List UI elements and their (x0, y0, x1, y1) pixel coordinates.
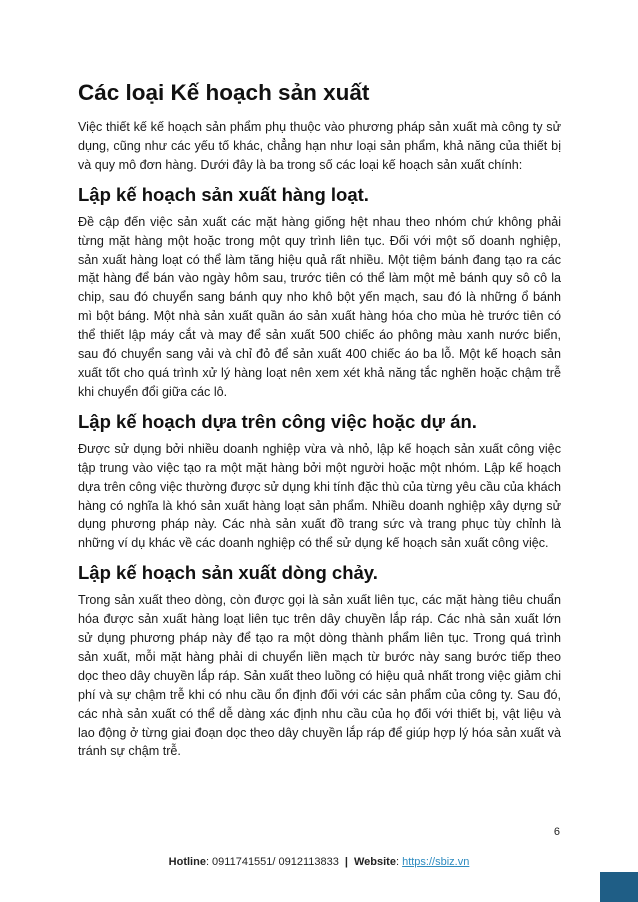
section-heading-job: Lập kế hoạch dựa trên công việc hoặc dự án. (78, 410, 477, 432)
website-colon: : (395, 856, 403, 868)
section-body-flow: Trong sản xuất theo dòng, còn được gọi là sản xuất liên tục, các mặt hàng tiêu chuẩn hóa được sản xuất hàng loạt liên tục trên dây chuyền lắp ráp. Các nhà sản xuất lớn sử dụng phương pháp này để tạo ra một dòng thành phẩm liên tục. Trong quá trình sản xuất, mỗi mặt hàng phải di chuyển liền mạch từ bước này sang bước tiếp theo dọc theo dây chuyền lắp ráp. Sản xuất theo luồng có hiệu quả nhất trong việc giảm chi phí và sự chậm trễ khi có nhu cầu ổn định đối với các sản phẩm của công ty. Sau đó, các nhà sản xuất có thể dễ dàng xác định nhu cầu của họ đối với thiết bị, vật liệu và lao động ở từng giai đoạn dọc theo dây chuyền lắp ráp để giúp hợp lý hóa sản xuất và tránh sự chậm trễ. (78, 593, 561, 759)
section-heading-batch: Lập kế hoạch sản xuất hàng loạt. (78, 183, 369, 205)
page-content (78, 78, 561, 761)
section-body-batch: Đề cập đến việc sản xuất các mặt hàng giống hệt nhau theo nhóm chứ không phải từng mặt hàng một hoặc trong một quy trình liên tục. Đối với một số doanh nghiệp, sản xuất hàng loạt có thể làm tăng hiệu quả rất nhiều. Một tiệm bánh đang tạo ra các mặt hàng để bán vào ngày hôm sau, trước tiên có thể làm một mẻ bánh quy sô cô la chip, sau đó chuyển sang bánh quy nho khô bột yến mạch, sau đó là những ổ bánh mì bột báng. Một nhà sản xuất quần áo sản xuất hàng hóa cho mùa hè trước tiên có thể thiết lập máy cắt và may để sản xuất 500 chiếc áo phông màu xanh nước biển, sau đó chuyển sang vải và chỉ đỏ để sản xuất 400 chiếc áo ba lỗ. Một kế hoạch sản xuất tốt cho quá trình xử lý hàng loạt nên xem xét khả năng tắc nghẽn hoặc chậm trễ khi chuyển đổi giữa các lô. (78, 214, 561, 399)
hotline-value: : 0911741551/ 0912113833 (205, 856, 339, 868)
page-number: 6 (553, 826, 560, 838)
section-heading-flow: Lập kế hoạch sản xuất dòng chảy. (78, 562, 378, 584)
intro-paragraph: Việc thiết kế kế hoạch sản phẩm phụ thuộc vào phương pháp sản xuất mà công ty sử dụng, cũng như các yếu tố khác, chẳng hạn như loại sản phẩm, khả năng của thiết bị và quy mô đơn hàng. Dưới đây là ba trong số các loại kế hoạch sản xuất chính: (78, 120, 561, 172)
footer-separator: | (344, 856, 348, 868)
website-label: Website (353, 856, 396, 868)
page-title: Các loại Kế hoạch sản xuất (78, 80, 370, 105)
hotline-label: Hotline (168, 856, 206, 868)
website-link[interactable]: https://sbiz.vn (402, 856, 470, 868)
footer (0, 856, 638, 868)
section-body-job: Được sử dụng bởi nhiều doanh nghiệp vừa và nhỏ, lập kế hoạch sản xuất công việc tập trung vào việc tạo ra một mặt hàng bởi một người hoặc một nhóm. Lập kế hoạch dựa trên công việc thường được sử dụng khi tính đặc thù của từng yêu cầu của khách hàng có nghĩa là khó sản xuất hàng loạt sản phẩm. Nhiều doanh nghiệp xây dựng sử dụng phương pháp này. Các nhà sản xuất đồ trang sức và trang phục tùy chỉnh là những ví dụ khác về các doanh nghiệp có thể sử dụng kế hoạch sản xuất công việc. (78, 441, 561, 551)
corner-decoration (600, 872, 638, 902)
